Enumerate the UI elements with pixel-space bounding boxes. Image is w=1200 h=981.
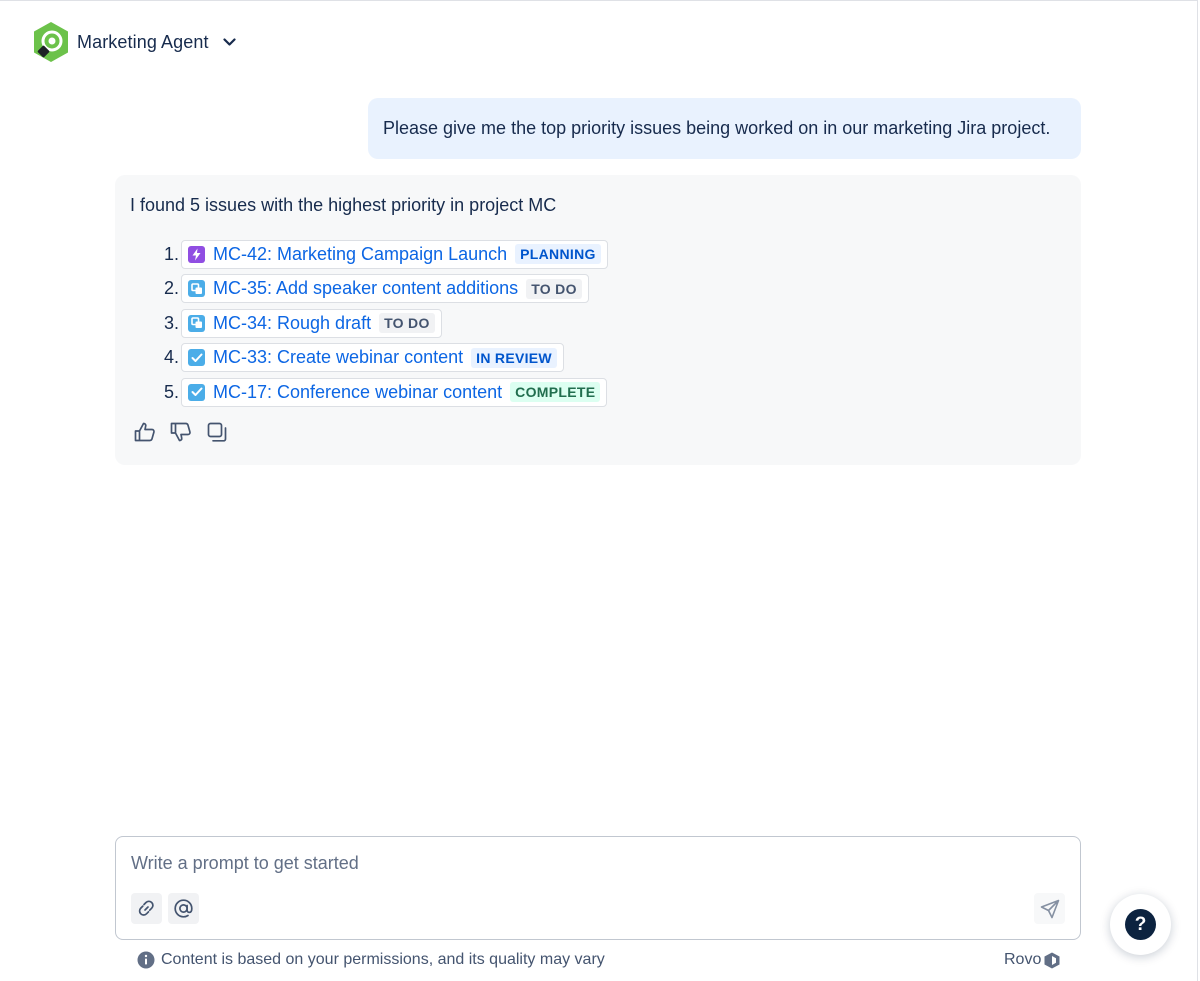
task-icon: [188, 384, 205, 401]
subtask-icon: [188, 315, 205, 332]
rovo-brand: [1004, 951, 1060, 969]
status-badge: COMPLETE: [510, 382, 600, 402]
status-badge: PLANNING: [515, 244, 601, 264]
issue-title: MC-35: Add speaker content additions: [213, 278, 519, 299]
list-number: 3.: [163, 312, 179, 333]
mention-icon[interactable]: [168, 893, 199, 924]
issue-title: MC-17: Conference webinar content: [213, 381, 503, 402]
status-badge: TO DO: [379, 313, 435, 333]
disclaimer: [137, 951, 605, 969]
disclaimer-text: Content is based on your permissions, and its quality may vary: [161, 951, 605, 968]
user-message-text: Please give me the top priority issues being worked on in our marketing Jira project.: [383, 118, 1051, 138]
task-icon: [188, 349, 205, 366]
copy-icon[interactable]: [206, 421, 228, 443]
rovo-logo-icon: [1044, 952, 1060, 969]
list-number: 2.: [163, 278, 179, 299]
status-badge: TO DO: [526, 279, 582, 299]
assistant-message: [115, 175, 1081, 465]
link-icon[interactable]: [131, 893, 162, 924]
epic-icon: [188, 246, 205, 263]
agent-header[interactable]: [32, 21, 237, 63]
chevron-down-icon[interactable]: [223, 35, 237, 49]
issue-link-mc-33[interactable]: [181, 343, 564, 372]
prompt-input[interactable]: [131, 853, 1031, 874]
send-icon[interactable]: [1034, 893, 1065, 924]
user-message: [368, 98, 1081, 159]
feedback-actions: [134, 421, 228, 443]
issue-title: MC-42: Marketing Campaign Launch: [213, 243, 508, 264]
issue-link-mc-42[interactable]: [181, 240, 608, 269]
issue-title: MC-34: Rough draft: [213, 312, 372, 333]
issue-link-mc-34[interactable]: [181, 309, 442, 338]
assistant-intro-text: I found 5 issues with the highest priority in project MC: [130, 195, 557, 215]
help-icon: ?: [1125, 909, 1156, 940]
issue-title: MC-33: Create webinar content: [213, 347, 464, 368]
thumbs-down-icon[interactable]: [170, 421, 192, 443]
thumbs-up-icon[interactable]: [134, 421, 156, 443]
rovo-label: Rovo: [1004, 951, 1042, 968]
agent-name: Marketing Agent: [77, 31, 209, 52]
list-number: 1.: [163, 243, 179, 264]
list-number: 5.: [163, 381, 179, 402]
agent-avatar-icon: [32, 21, 70, 63]
info-icon: [137, 951, 155, 969]
list-number: 4.: [163, 347, 179, 368]
help-button[interactable]: [1110, 894, 1171, 955]
prompt-composer: [115, 836, 1081, 940]
status-badge: IN REVIEW: [471, 348, 557, 368]
issue-link-mc-17[interactable]: [181, 378, 607, 407]
subtask-icon: [188, 280, 205, 297]
issue-link-mc-35[interactable]: [181, 274, 589, 303]
